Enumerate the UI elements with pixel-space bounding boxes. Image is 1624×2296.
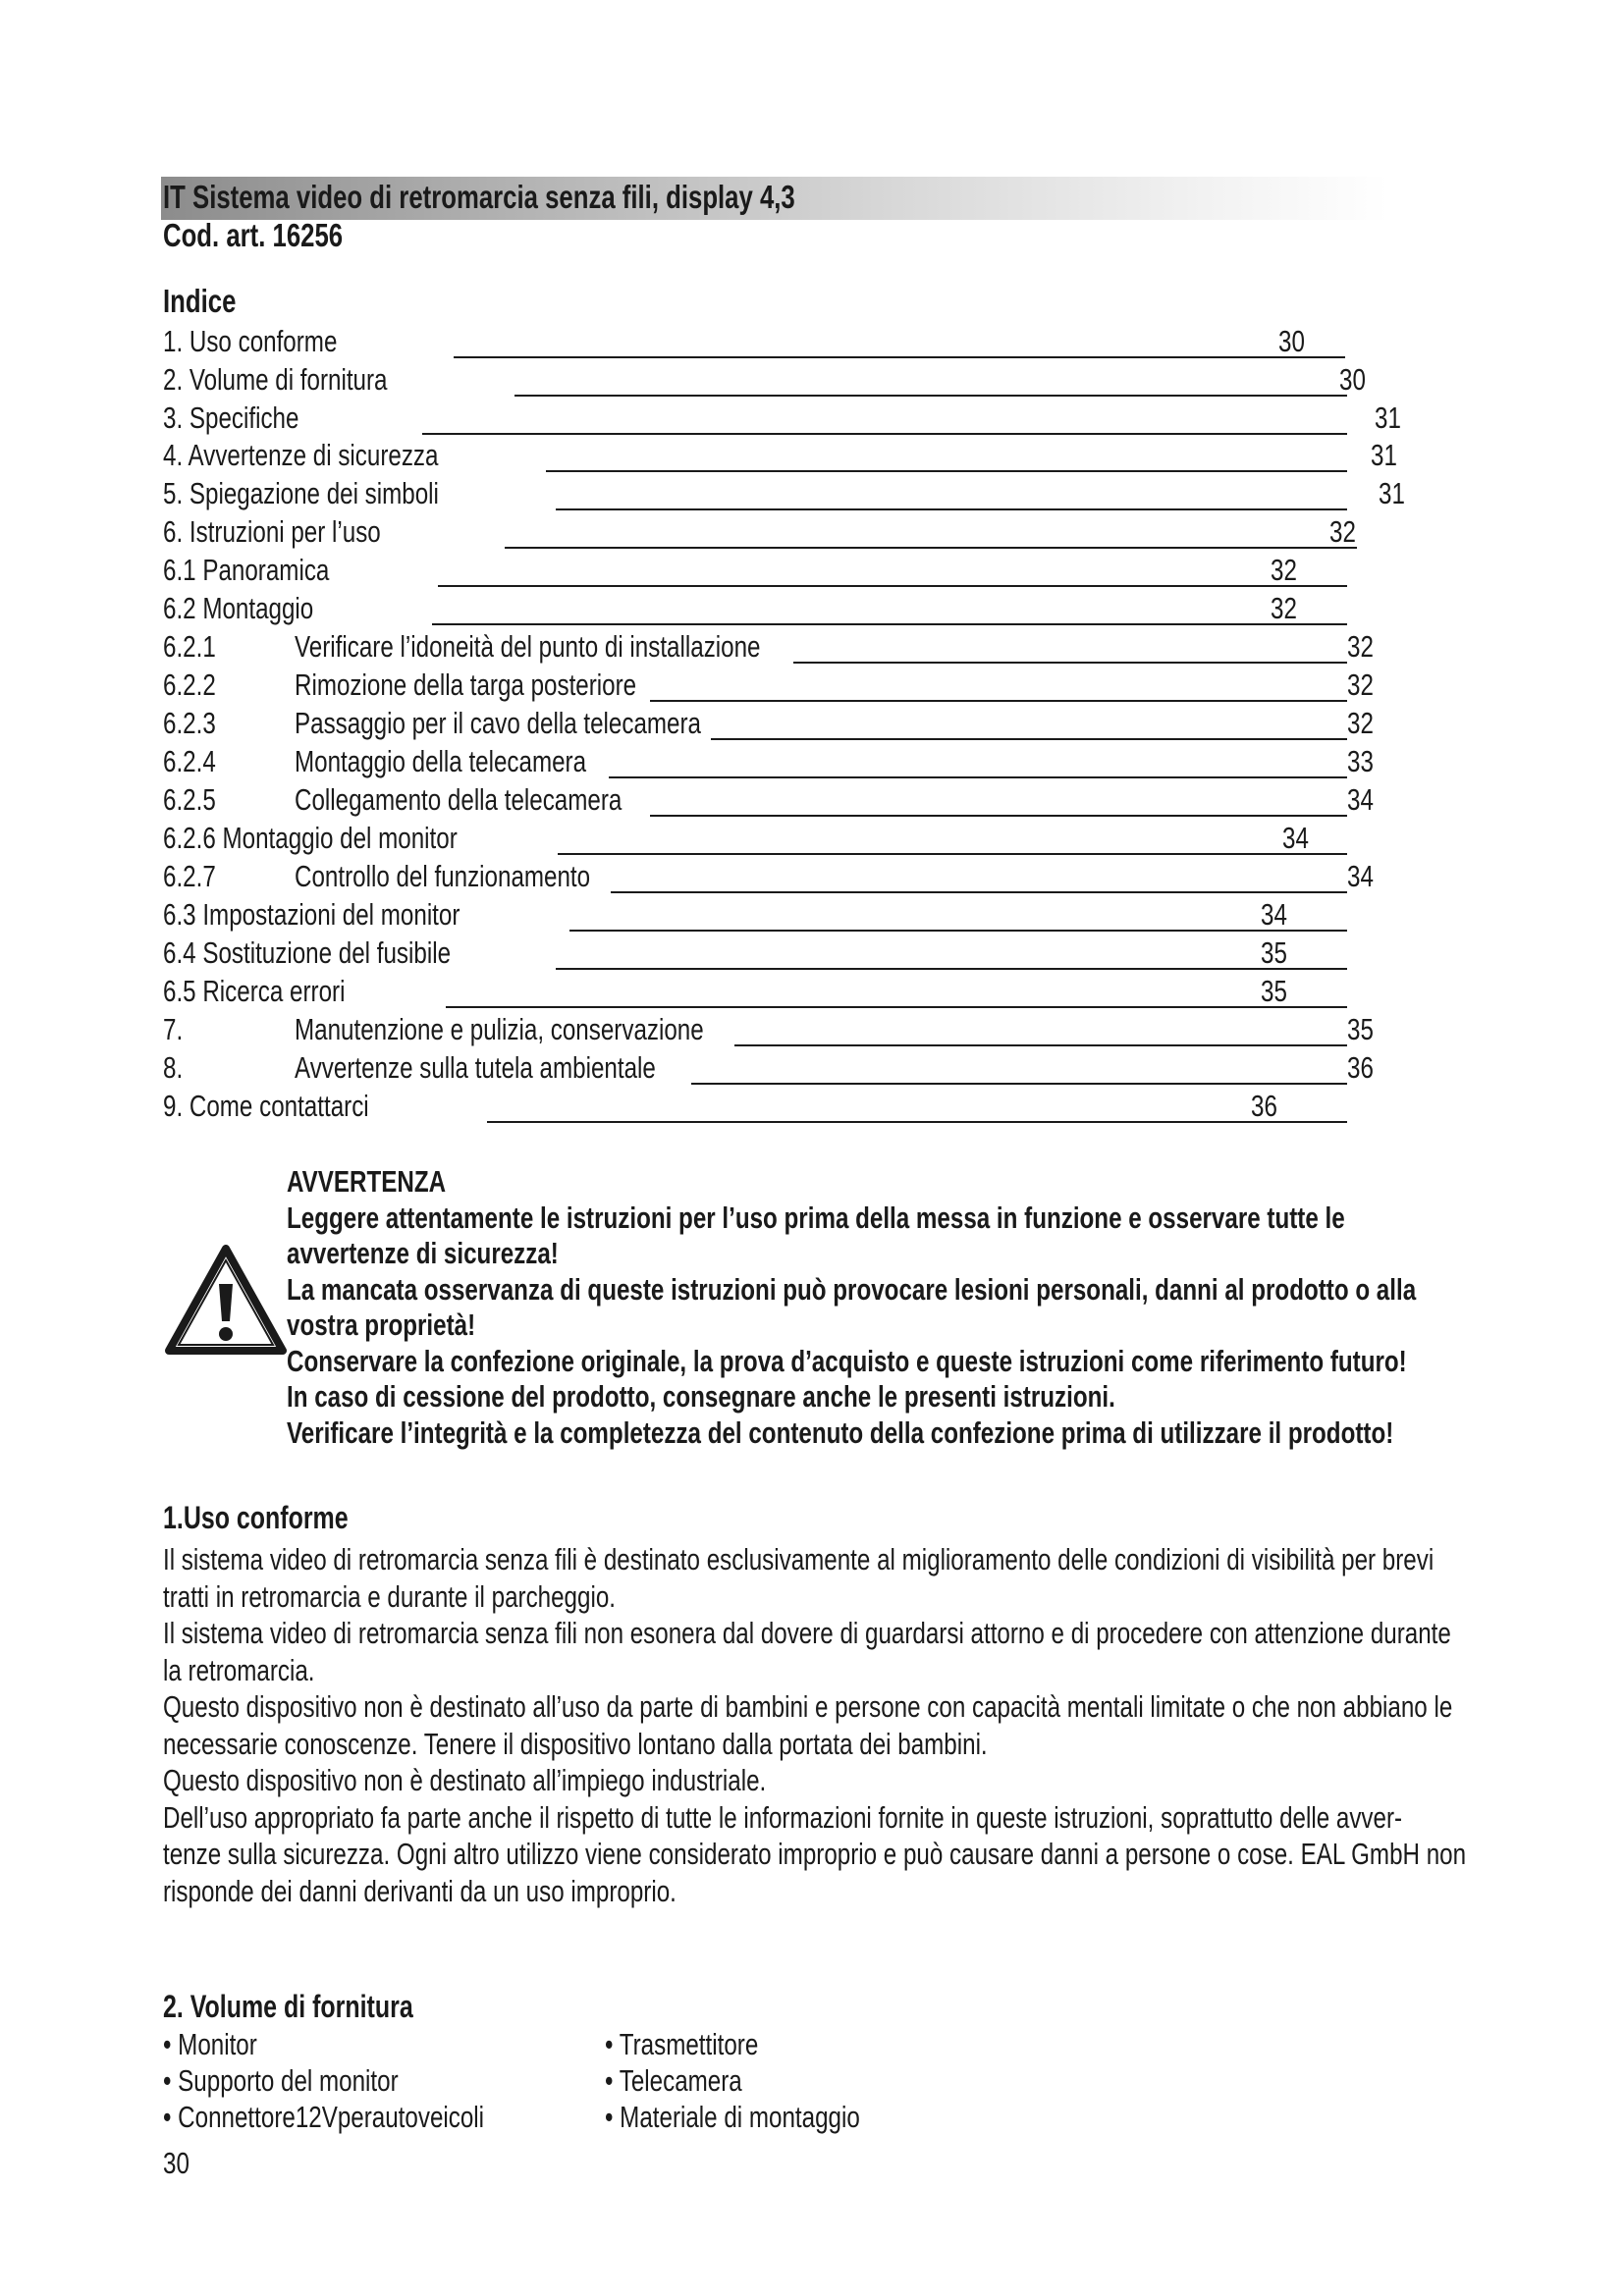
toc-row — [0, 857, 1624, 896]
toc-leader-line — [691, 1083, 1347, 1085]
toc-row — [0, 551, 1624, 590]
toc-row — [0, 360, 1624, 400]
toc-page-number: 30 — [1339, 362, 1366, 397]
toc-row — [0, 934, 1624, 973]
toc-leader-line — [514, 395, 1347, 397]
list-item: • Monitor — [163, 2027, 257, 2061]
toc-entry-number: 6.2.1 — [163, 629, 216, 664]
list-item: • Supporto del monitor — [163, 2063, 399, 2098]
toc-page-number: 31 — [1379, 476, 1405, 510]
toc-entry-number: 6.2.5 — [163, 782, 216, 817]
toc-row — [0, 780, 1624, 820]
toc-page-number: 34 — [1282, 821, 1309, 855]
toc-row — [0, 1010, 1624, 1049]
supply-list-left — [163, 2026, 574, 2135]
toc-entry-label: 6.3 Impostazioni del monitor — [163, 897, 460, 932]
toc-entry-title: Controllo del funzionamento — [295, 859, 591, 893]
toc-page-number: 34 — [1261, 897, 1287, 932]
body-line: risponde dei danni derivanti da un uso improprio. — [163, 1873, 677, 1908]
toc-leader-line — [558, 853, 1347, 855]
toc-leader-line — [734, 1044, 1347, 1046]
toc-leader-line — [793, 662, 1347, 664]
toc-entry-label: 6.2.6 Montaggio del monitor — [163, 821, 458, 855]
toc-row — [0, 819, 1624, 858]
toc-entry-label: 1. Uso conforme — [163, 324, 338, 358]
toc-entry-label: 4. Avvertenze di sicurezza — [163, 438, 439, 472]
document-title: IT Sistema video di retromarcia senza fili, display 4,3 — [163, 179, 795, 215]
toc-page-number: 32 — [1329, 514, 1356, 549]
body-line: Il sistema video di retromarcia senza fili non esonera dal dovere di guardarsi attorno e di procedere con attenzione durante — [163, 1616, 1451, 1650]
body-line: Dell’uso appropriato fa parte anche il rispetto di tutte le informazioni fornite in queste istruzioni, soprattutto delle avver- — [163, 1799, 1403, 1835]
toc-entry-title: Rimozione della targa posteriore — [295, 667, 637, 702]
warning-triangle-icon — [165, 1245, 287, 1355]
toc-entry-number: 6.2.7 — [163, 859, 216, 893]
toc-leader-line — [454, 356, 1345, 358]
toc-heading: Indice — [163, 283, 237, 319]
warning-line: Leggere attentamente le istruzioni per l’uso prima della messa in funzione e osservare tutte le — [287, 1200, 1345, 1235]
toc-row — [0, 704, 1624, 743]
toc-row — [0, 399, 1624, 438]
toc-leader-line — [487, 1121, 1347, 1123]
toc-leader-line — [438, 585, 1347, 587]
toc-entry-title: Collegamento della telecamera — [295, 782, 623, 817]
toc-page-number: 31 — [1371, 438, 1397, 472]
toc-page-number: 30 — [1278, 324, 1305, 358]
toc-leader-line — [569, 930, 1347, 932]
toc-page-number: 32 — [1271, 591, 1297, 625]
list-item: • Telecamera — [605, 2063, 742, 2098]
body-line: Il sistema video di retromarcia senza fili è destinato esclusivamente al miglioramento delle condizioni di visibilità per brevi — [163, 1542, 1435, 1576]
warning-line: Verificare l’integrità e la completezza del contenuto della confezione prima di utilizzare il prodotto! — [287, 1415, 1394, 1450]
toc-row — [0, 895, 1624, 934]
page-number: 30 — [163, 2146, 189, 2180]
toc-entry-title: Avvertenze sulla tutela ambientale — [295, 1050, 656, 1085]
toc-entry-title: Montaggio della telecamera — [295, 744, 587, 778]
list-item: • Trasmettitore — [605, 2027, 759, 2061]
body-line: la retromarcia. — [163, 1652, 315, 1687]
toc-page-number: 32 — [1347, 667, 1374, 702]
toc-entry-label: 9. Come contattarci — [163, 1089, 369, 1123]
toc-page-number: 34 — [1347, 782, 1374, 817]
toc-page-number: 32 — [1347, 706, 1374, 740]
toc-row — [0, 474, 1624, 513]
toc-page-number: 35 — [1261, 935, 1287, 970]
safety-warning — [287, 1164, 1475, 1451]
toc-row — [0, 627, 1624, 667]
toc-row — [0, 1087, 1624, 1126]
toc-page-number: 36 — [1347, 1050, 1374, 1085]
body-line: Questo dispositivo non è destinato all’impiego industriale. — [163, 1763, 767, 1797]
section-1-heading: 1.Uso conforme — [163, 1500, 349, 1535]
toc-entry-number: 7. — [163, 1012, 184, 1046]
toc-leader-line — [432, 623, 1347, 625]
toc-entry-number: 6.2.3 — [163, 706, 216, 740]
toc-entry-number: 6.2.2 — [163, 667, 216, 702]
toc-entry-label: 6.1 Panoramica — [163, 553, 330, 587]
section-2-heading: 2. Volume di fornitura — [163, 1989, 413, 2024]
toc-row — [0, 972, 1624, 1011]
toc-entry-label: 2. Volume di fornitura — [163, 362, 388, 397]
toc-leader-line — [446, 1006, 1347, 1008]
toc-leader-line — [609, 776, 1347, 778]
warning-title: AVVERTENZA — [287, 1164, 447, 1199]
toc-page-number: 35 — [1261, 974, 1287, 1008]
warning-line: avvertenze di sicurezza! — [287, 1236, 559, 1270]
toc-page-number: 35 — [1347, 1012, 1374, 1046]
toc-leader-line — [546, 470, 1347, 472]
toc-row — [0, 742, 1624, 781]
toc-page-number: 34 — [1347, 859, 1374, 893]
toc-leader-line — [650, 700, 1347, 702]
section-1-body — [163, 1541, 1475, 1909]
toc-entry-label: 6. Istruzioni per l’uso — [163, 514, 381, 549]
list-item: • Connettore12Vperautoveicoli — [163, 2100, 485, 2134]
toc-entry-label: 6.4 Sostituzione del fusibile — [163, 935, 452, 970]
toc-leader-line — [422, 433, 1347, 435]
toc-entry-label: 6.5 Ricerca errori — [163, 974, 346, 1008]
supply-list-right — [605, 2026, 932, 2135]
toc-leader-line — [505, 547, 1357, 549]
toc-entry-title: Passaggio per il cavo della telecamera — [295, 706, 701, 740]
toc-entry-label: 6.2 Montaggio — [163, 591, 314, 625]
toc-row — [0, 1048, 1624, 1088]
toc-page-number: 32 — [1347, 629, 1374, 664]
toc-page-number: 32 — [1271, 553, 1297, 587]
toc-entry-number: 6.2.4 — [163, 744, 216, 778]
toc-row — [0, 512, 1624, 552]
toc-row — [0, 436, 1624, 475]
toc-entry-title: Verificare l’idoneità del punto di installazione — [295, 629, 761, 664]
toc-page-number: 33 — [1347, 744, 1374, 778]
list-item: • Materiale di montaggio — [605, 2100, 860, 2134]
toc-row — [0, 589, 1624, 628]
toc-page-number: 36 — [1251, 1089, 1277, 1123]
toc-row — [0, 666, 1624, 705]
warning-line: In caso di cessione del prodotto, consegnare anche le presenti istruzioni. — [287, 1379, 1115, 1414]
toc-leader-line — [611, 891, 1347, 893]
body-line: tratti in retromarcia e durante il parcheggio. — [163, 1578, 616, 1614]
toc-row — [0, 322, 1624, 361]
toc-page-number: 31 — [1375, 400, 1401, 435]
toc-entry-label: 3. Specifiche — [163, 400, 299, 435]
warning-line: La mancata osservanza di queste istruzioni può provocare lesioni personali, danni al prodotto o alla — [287, 1271, 1417, 1307]
body-line: tenze sulla sicurezza. Ogni altro utilizzo viene considerato improprio e può causare danni a persone o cose. EAL GmbH non — [163, 1837, 1467, 1871]
toc-entry-title: Manutenzione e pulizia, conservazione — [295, 1012, 704, 1046]
toc-entry-number: 8. — [163, 1050, 184, 1085]
body-line: necessarie conoscenze. Tenere il dispositivo lontano dalla portata dei bambini. — [163, 1726, 988, 1761]
warning-line: vostra proprietà! — [287, 1308, 476, 1342]
warning-line: Conservare la confezione originale, la prova d’acquisto e queste istruzioni come riferimento futuro! — [287, 1343, 1407, 1378]
toc-leader-line — [556, 968, 1347, 970]
toc-leader-line — [556, 508, 1347, 510]
toc-leader-line — [650, 815, 1347, 817]
article-code: Cod. art. 16256 — [163, 217, 344, 253]
toc-entry-label: 5. Spiegazione dei simboli — [163, 476, 439, 510]
body-line: Questo dispositivo non è destinato all’uso da parte di bambini e persone con capacità mentali limitate o che non abbiano le — [163, 1689, 1453, 1724]
toc-leader-line — [711, 738, 1347, 740]
